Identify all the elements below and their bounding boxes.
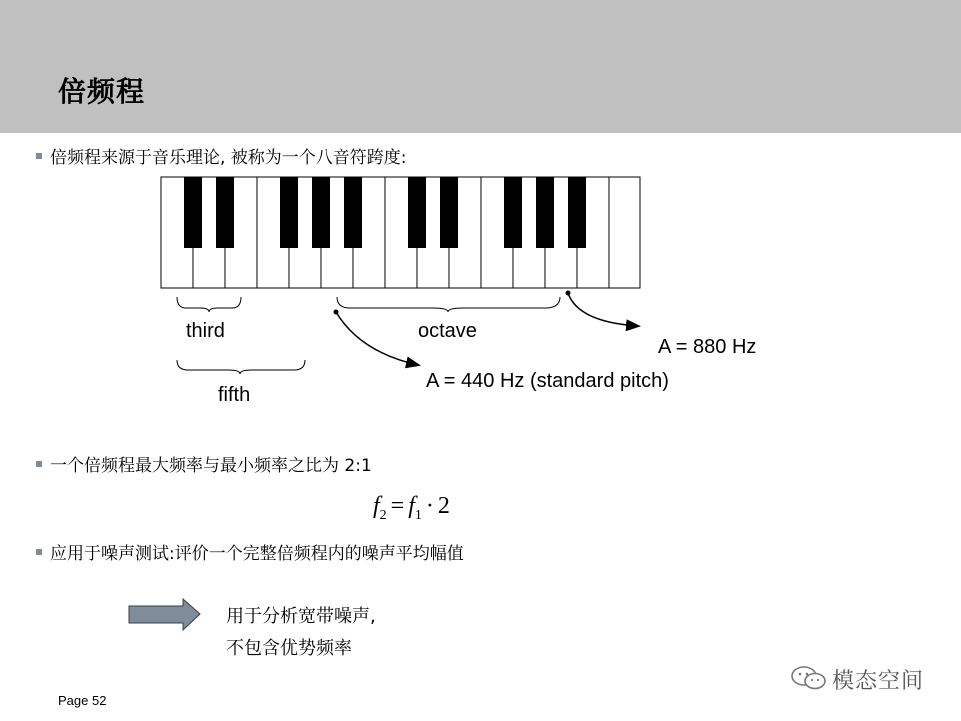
octave-brace xyxy=(337,297,560,312)
white-key xyxy=(609,177,640,288)
black-key xyxy=(408,177,426,248)
page-number: Page 52 xyxy=(58,693,107,708)
third-label: third xyxy=(186,320,225,342)
fifth-label: fifth xyxy=(218,384,251,406)
watermark-text: 模态空间 xyxy=(832,669,925,694)
black-key xyxy=(504,177,522,248)
wechat-icon xyxy=(790,664,828,692)
a440-label: A = 440 Hz (standard pitch) xyxy=(426,370,669,392)
note-line-2: 不包含优势频率 xyxy=(226,638,352,659)
a440-arrow xyxy=(336,312,418,365)
third-brace xyxy=(177,297,241,312)
note-line-1: 用于分析宽带噪声, xyxy=(226,606,376,627)
a880-label: A = 880 Hz xyxy=(658,336,757,358)
octave-formula xyxy=(373,493,450,524)
black-key xyxy=(344,177,362,248)
bullet-1-text: 倍频程来源于音乐理论, 被称为一个八音符跨度: xyxy=(50,148,407,168)
bullet-2-text: 一个倍频程最大频率与最小频率之比为 2:1 xyxy=(50,456,372,476)
black-key xyxy=(440,177,458,248)
black-key xyxy=(568,177,586,248)
formula-eq: = xyxy=(390,493,405,519)
black-key xyxy=(536,177,554,248)
formula-dot: · xyxy=(425,493,434,519)
formula-rhs-sub: 1 xyxy=(414,507,422,523)
octave-label: octave xyxy=(418,320,477,342)
black-key xyxy=(312,177,330,248)
page-title: 倍频程 xyxy=(58,75,146,108)
black-key xyxy=(280,177,298,248)
formula-lhs: f xyxy=(373,493,380,519)
fifth-brace xyxy=(177,360,305,374)
block-arrow-icon xyxy=(129,599,200,630)
formula-lhs-sub: 2 xyxy=(379,507,387,523)
black-key xyxy=(184,177,202,248)
black-key xyxy=(216,177,234,248)
formula-factor: 2 xyxy=(437,493,450,519)
a880-arrow xyxy=(568,293,638,326)
formula-rhs: f xyxy=(408,493,415,519)
bullet-3-text: 应用于噪声测试:评价一个完整倍频程内的噪声平均幅值 xyxy=(50,544,464,564)
